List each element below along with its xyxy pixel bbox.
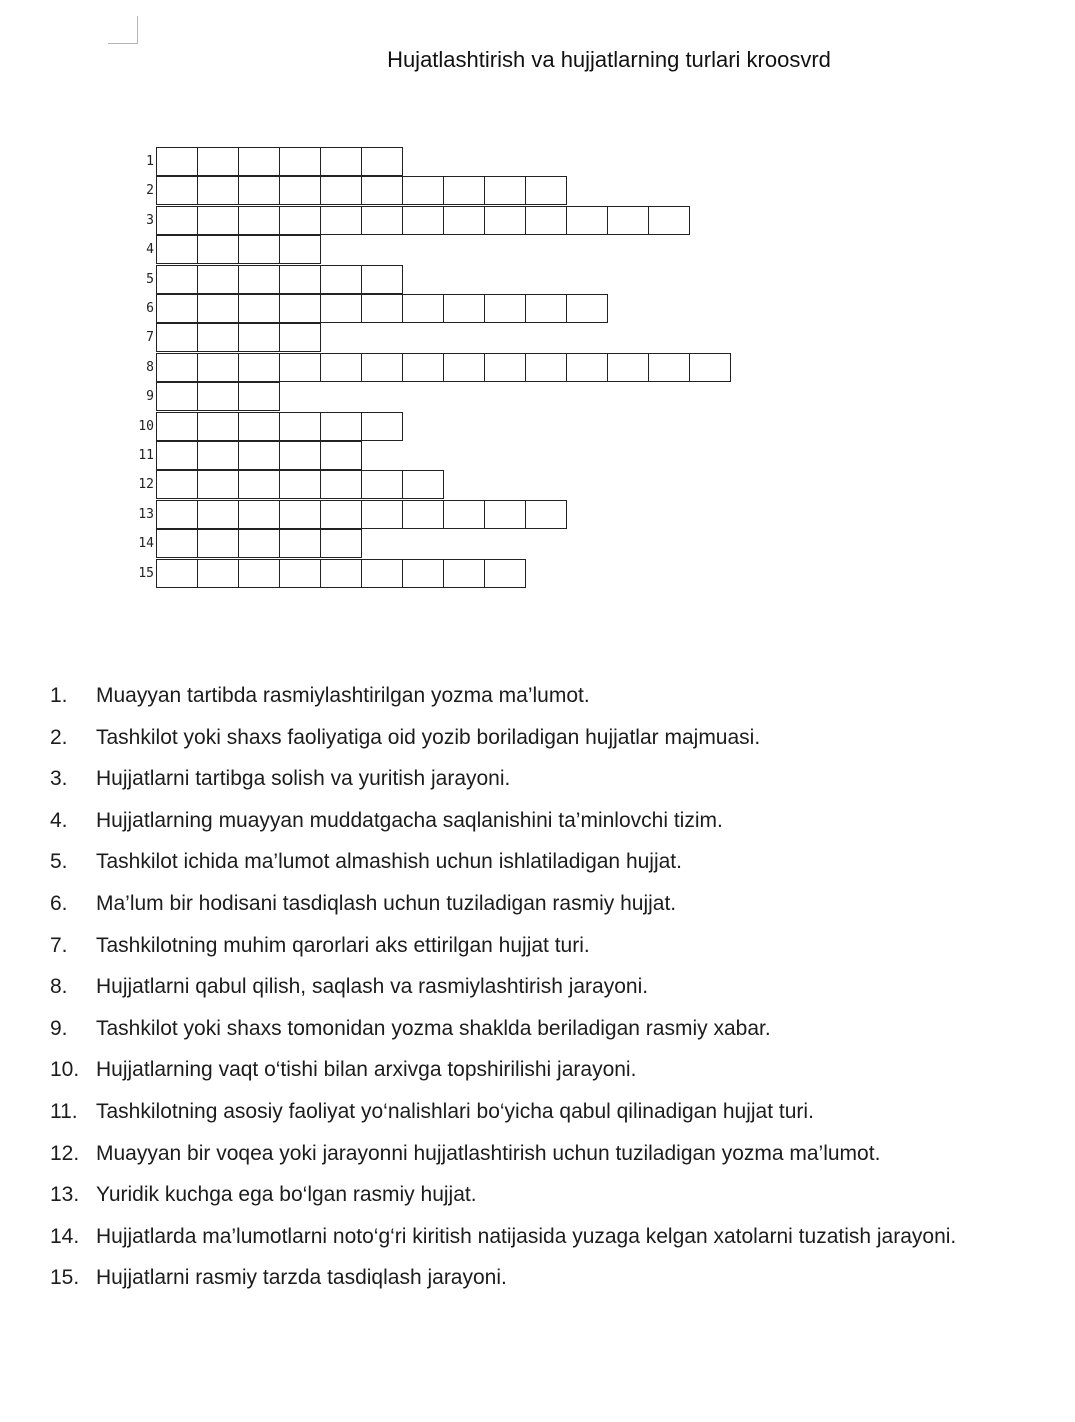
- crossword-cell[interactable]: [198, 295, 239, 322]
- clue-number: 15.: [50, 1266, 80, 1290]
- crossword-cell[interactable]: [526, 207, 567, 234]
- crossword-row-number: 5: [146, 271, 154, 287]
- crossword-cell[interactable]: [239, 324, 280, 351]
- crossword-cell[interactable]: [362, 207, 403, 234]
- crossword-row-number: 12: [138, 477, 154, 493]
- crossword-cells: [156, 529, 362, 558]
- crossword-cell[interactable]: [321, 207, 362, 234]
- crossword-cell[interactable]: [157, 501, 198, 528]
- crossword-cell[interactable]: [157, 236, 198, 263]
- crossword-cell[interactable]: [567, 295, 608, 322]
- crossword-cell[interactable]: [157, 207, 198, 234]
- crossword-row-number: 7: [146, 330, 154, 346]
- crossword-cell[interactable]: [526, 177, 567, 204]
- crossword-cell[interactable]: [526, 295, 567, 322]
- crossword-cell[interactable]: [444, 207, 485, 234]
- crossword-row: [118, 353, 731, 382]
- crossword-cell[interactable]: [198, 177, 239, 204]
- crossword-cell[interactable]: [198, 442, 239, 469]
- crossword-cell[interactable]: [157, 383, 198, 410]
- clue-text: Ma’lum bir hodisani tasdiqlash uchun tuziladigan rasmiy hujjat.: [96, 891, 677, 915]
- crossword-cell[interactable]: [198, 530, 239, 557]
- crossword-cell[interactable]: [280, 324, 321, 351]
- crossword-cell[interactable]: [362, 266, 403, 293]
- crossword-cell[interactable]: [321, 148, 362, 175]
- crossword-row: [118, 529, 362, 558]
- crossword-cell[interactable]: [157, 413, 198, 440]
- crossword-cell[interactable]: [280, 530, 321, 557]
- clue-number: 10.: [50, 1058, 80, 1082]
- clue-item: [50, 841, 1030, 883]
- crossword-row-number: 15: [138, 565, 154, 581]
- clue-item: [50, 758, 1030, 800]
- clue-item: [50, 1257, 1030, 1299]
- crossword-cell[interactable]: [280, 354, 321, 381]
- crossword-cell[interactable]: [280, 471, 321, 498]
- crossword-row-number: 6: [146, 301, 154, 316]
- clue-text: Hujjatlarni qabul qilish, saqlash va rasmiylashtirish jarayoni.: [96, 975, 649, 999]
- clue-item: [50, 717, 1030, 759]
- crossword-cell[interactable]: [239, 177, 280, 204]
- crossword-cells: [156, 147, 403, 176]
- crossword-cell[interactable]: [198, 383, 239, 410]
- crossword-cell[interactable]: [362, 413, 403, 440]
- clue-list: [50, 675, 1030, 1299]
- crossword-cell[interactable]: [239, 560, 280, 587]
- crossword-cell[interactable]: [362, 560, 403, 587]
- crossword-cell[interactable]: [280, 207, 321, 234]
- crossword-cell[interactable]: [198, 413, 239, 440]
- crossword-cell[interactable]: [198, 324, 239, 351]
- crossword-row: [118, 265, 403, 294]
- clue-number: 4.: [50, 808, 68, 832]
- crossword-cells: [156, 412, 403, 441]
- clue-item: [50, 883, 1030, 925]
- crossword-row-number: 3: [146, 212, 154, 228]
- crossword-cell[interactable]: [198, 354, 239, 381]
- crossword-cell[interactable]: [485, 207, 526, 234]
- crossword-row: [118, 206, 690, 235]
- crossword-cell[interactable]: [403, 354, 444, 381]
- clue-text: Hujjatlarni tartibga solish va yuritish jarayoni.: [96, 767, 511, 791]
- clue-text: Tashkilotning muhim qarorlari aks ettirilgan hujjat turi.: [96, 933, 590, 957]
- crossword-cell[interactable]: [239, 442, 280, 469]
- crossword-cell[interactable]: [239, 148, 280, 175]
- crossword-cell[interactable]: [362, 148, 403, 175]
- crossword-cell[interactable]: [485, 295, 526, 322]
- crossword-cell[interactable]: [362, 471, 403, 498]
- crossword-cell[interactable]: [321, 354, 362, 381]
- clue-text: Muayyan bir voqea yoki jarayonni hujjatlashtirish uchun tuziladigan yozma ma’lumot.: [96, 1141, 881, 1165]
- crossword-cell[interactable]: [321, 413, 362, 440]
- crossword-cell[interactable]: [198, 501, 239, 528]
- crossword-cell[interactable]: [239, 501, 280, 528]
- crossword-cells: [156, 265, 403, 294]
- crossword-row: [118, 441, 362, 470]
- clue-number: 2.: [50, 725, 68, 749]
- crossword-cell[interactable]: [321, 560, 362, 587]
- crossword-cell[interactable]: [567, 354, 608, 381]
- crossword-cell[interactable]: [485, 354, 526, 381]
- clue-item: [50, 675, 1030, 717]
- crossword-cell[interactable]: [198, 236, 239, 263]
- crossword-cell[interactable]: [157, 530, 198, 557]
- clue-item: [50, 1216, 1030, 1258]
- crossword-row-number: 9: [146, 389, 154, 405]
- crossword-cell[interactable]: [567, 207, 608, 234]
- crossword-cell[interactable]: [444, 295, 485, 322]
- crossword-cell[interactable]: [444, 501, 485, 528]
- crossword-cell[interactable]: [403, 207, 444, 234]
- clue-item: [50, 1174, 1030, 1216]
- crossword-row: [118, 147, 403, 176]
- clue-number: 7.: [50, 933, 68, 957]
- crossword-cell[interactable]: [403, 295, 444, 322]
- clue-text: Tashkilot ichida ma’lumot almashish uchun ishlatiladigan hujjat.: [96, 850, 682, 874]
- crossword-row-number: 11: [138, 448, 154, 463]
- clue-number: 12.: [50, 1141, 80, 1165]
- clue-text: Muayyan tartibda rasmiylashtirilgan yozma ma’lumot.: [96, 684, 590, 707]
- crossword-cell[interactable]: [280, 148, 321, 175]
- crossword-cell[interactable]: [198, 266, 239, 293]
- page-title: Hujatlashtirish va hujjatlarning turlari kroosvrd: [387, 47, 831, 72]
- crossword-cell[interactable]: [403, 471, 444, 498]
- crossword-cell[interactable]: [198, 560, 239, 587]
- crossword-cell[interactable]: [239, 354, 280, 381]
- clue-item: [50, 966, 1030, 1008]
- crossword-cell[interactable]: [321, 530, 362, 557]
- crossword-cell[interactable]: [362, 354, 403, 381]
- crossword-cell[interactable]: [485, 560, 526, 587]
- crossword-cell[interactable]: [280, 560, 321, 587]
- crossword-row: [118, 323, 321, 352]
- crossword-cell[interactable]: [239, 413, 280, 440]
- crossword-cell[interactable]: [280, 501, 321, 528]
- crossword-cell[interactable]: [157, 266, 198, 293]
- crossword-cell[interactable]: [280, 295, 321, 322]
- crossword-cell[interactable]: [403, 177, 444, 204]
- crossword-cell[interactable]: [280, 413, 321, 440]
- crossword-cell[interactable]: [157, 324, 198, 351]
- crossword-row-number: 2: [146, 183, 154, 199]
- clue-text: Tashkilotning asosiy faoliyat yo‘nalishlari bo‘yicha qabul qilinadigan hujjat turi.: [96, 1099, 814, 1123]
- crossword-cell[interactable]: [280, 442, 321, 469]
- crossword-cell[interactable]: [157, 295, 198, 322]
- crossword-cell[interactable]: [239, 207, 280, 234]
- crossword-cell[interactable]: [362, 295, 403, 322]
- crossword-cells: [156, 470, 444, 499]
- crossword-cell[interactable]: [239, 266, 280, 293]
- crossword-cell[interactable]: [157, 471, 198, 498]
- crossword-cells: [156, 353, 731, 382]
- clue-text: Hujjatlarda ma’lumotlarni noto‘g‘ri kiritish natijasida yuzaga kelgan xatolarni tuzatish jarayoni.: [96, 1224, 957, 1248]
- crossword-cell[interactable]: [157, 177, 198, 204]
- clue-text: Tashkilot yoki shaxs tomonidan yozma shaklda beriladigan rasmiy xabar.: [96, 1016, 771, 1040]
- clue-item: [50, 925, 1030, 967]
- crossword-cells: [156, 294, 608, 323]
- crossword-cell[interactable]: [239, 471, 280, 498]
- crossword-cell[interactable]: [239, 295, 280, 322]
- crossword-row-number: 14: [138, 536, 154, 552]
- crossword-cell[interactable]: [362, 501, 403, 528]
- crossword-cells: [156, 235, 321, 264]
- clue-text: Yuridik kuchga ega bo‘lgan rasmiy hujjat.: [96, 1183, 477, 1207]
- clue-number: 14.: [50, 1224, 80, 1248]
- crossword-cell[interactable]: [321, 177, 362, 204]
- clue-text: Hujjatlarni rasmiy tarzda tasdiqlash jarayoni.: [96, 1266, 507, 1290]
- crossword-cell[interactable]: [526, 501, 567, 528]
- crossword-cell[interactable]: [649, 207, 690, 234]
- crossword-cell[interactable]: [485, 177, 526, 204]
- clue-number: 1.: [50, 684, 68, 707]
- crossword-cell[interactable]: [526, 354, 567, 381]
- crossword-cell[interactable]: [239, 530, 280, 557]
- crossword-cell[interactable]: [321, 266, 362, 293]
- clue-text: Tashkilot yoki shaxs faoliyatiga oid yozib boriladigan hujjatlar majmuasi.: [96, 725, 761, 749]
- crossword-cell[interactable]: [280, 266, 321, 293]
- crossword-cell[interactable]: [403, 560, 444, 587]
- crossword-cell[interactable]: [321, 501, 362, 528]
- crossword-cell[interactable]: [198, 148, 239, 175]
- clue-number: 6.: [50, 891, 68, 915]
- crossword-cell[interactable]: [239, 236, 280, 263]
- crossword-cell[interactable]: [157, 560, 198, 587]
- crossword-cells: [156, 176, 567, 205]
- crossword-cell[interactable]: [608, 207, 649, 234]
- crossword-cell[interactable]: [321, 442, 362, 469]
- crossword-row: [118, 294, 608, 323]
- crossword-cells: [156, 441, 362, 470]
- crossword-row-number: 13: [138, 506, 154, 522]
- clue-number: 3.: [50, 767, 68, 791]
- crossword-cell[interactable]: [649, 354, 690, 381]
- crossword-cell[interactable]: [280, 177, 321, 204]
- crossword-row: [118, 235, 321, 264]
- crossword-row: [118, 382, 280, 411]
- crossword-cell[interactable]: [157, 442, 198, 469]
- clue-item: [50, 1008, 1030, 1050]
- crossword-row: [118, 412, 403, 441]
- crossword-cell[interactable]: [198, 471, 239, 498]
- crossword-cell[interactable]: [157, 148, 198, 175]
- clue-number: 13.: [50, 1183, 80, 1207]
- crossword-row-number: 8: [146, 359, 154, 375]
- crossword-cell[interactable]: [485, 501, 526, 528]
- clue-number: 5.: [50, 850, 68, 874]
- crossword-cells: [156, 206, 690, 235]
- crossword-cell[interactable]: [608, 354, 649, 381]
- crossword-row-number: 10: [138, 418, 154, 434]
- crossword-cell[interactable]: [280, 236, 321, 263]
- clue-number: 9.: [50, 1016, 68, 1040]
- clue-text: Hujjatlarning muayyan muddatgacha saqlanishini ta’minlovchi tizim.: [96, 808, 723, 832]
- crossword-cell[interactable]: [444, 560, 485, 587]
- crossword-row-number: 1: [146, 154, 154, 169]
- crossword-row: [118, 559, 526, 588]
- crossword-cell[interactable]: [198, 207, 239, 234]
- clue-item: [50, 800, 1030, 842]
- clue-number: 8.: [50, 975, 68, 999]
- crossword-row-number: 4: [146, 242, 154, 258]
- clue-text: Hujjatlarning vaqt o‘tishi bilan arxivga topshirilishi jarayoni.: [96, 1058, 637, 1082]
- crossword-cell[interactable]: [157, 354, 198, 381]
- clue-item: [50, 1091, 1030, 1133]
- crossword-cell[interactable]: [362, 177, 403, 204]
- crossword-cells: [156, 323, 321, 352]
- clue-number: 11.: [50, 1099, 78, 1123]
- clue-item: [50, 1133, 1030, 1175]
- crossword-cell[interactable]: [321, 295, 362, 322]
- crossword-row: [118, 176, 567, 205]
- crossword-row: [118, 470, 444, 499]
- crossword-cell[interactable]: [403, 501, 444, 528]
- crossword-row: [118, 500, 567, 529]
- page-corner-mark: [108, 16, 138, 44]
- clue-item: [50, 1049, 1030, 1091]
- crossword-cell[interactable]: [321, 471, 362, 498]
- crossword-cells: [156, 500, 567, 529]
- crossword-cells: [156, 559, 526, 588]
- crossword-cells: [156, 382, 280, 411]
- crossword-cell[interactable]: [444, 177, 485, 204]
- crossword-cell[interactable]: [444, 354, 485, 381]
- crossword-cell[interactable]: [690, 354, 731, 381]
- crossword-cell[interactable]: [239, 383, 280, 410]
